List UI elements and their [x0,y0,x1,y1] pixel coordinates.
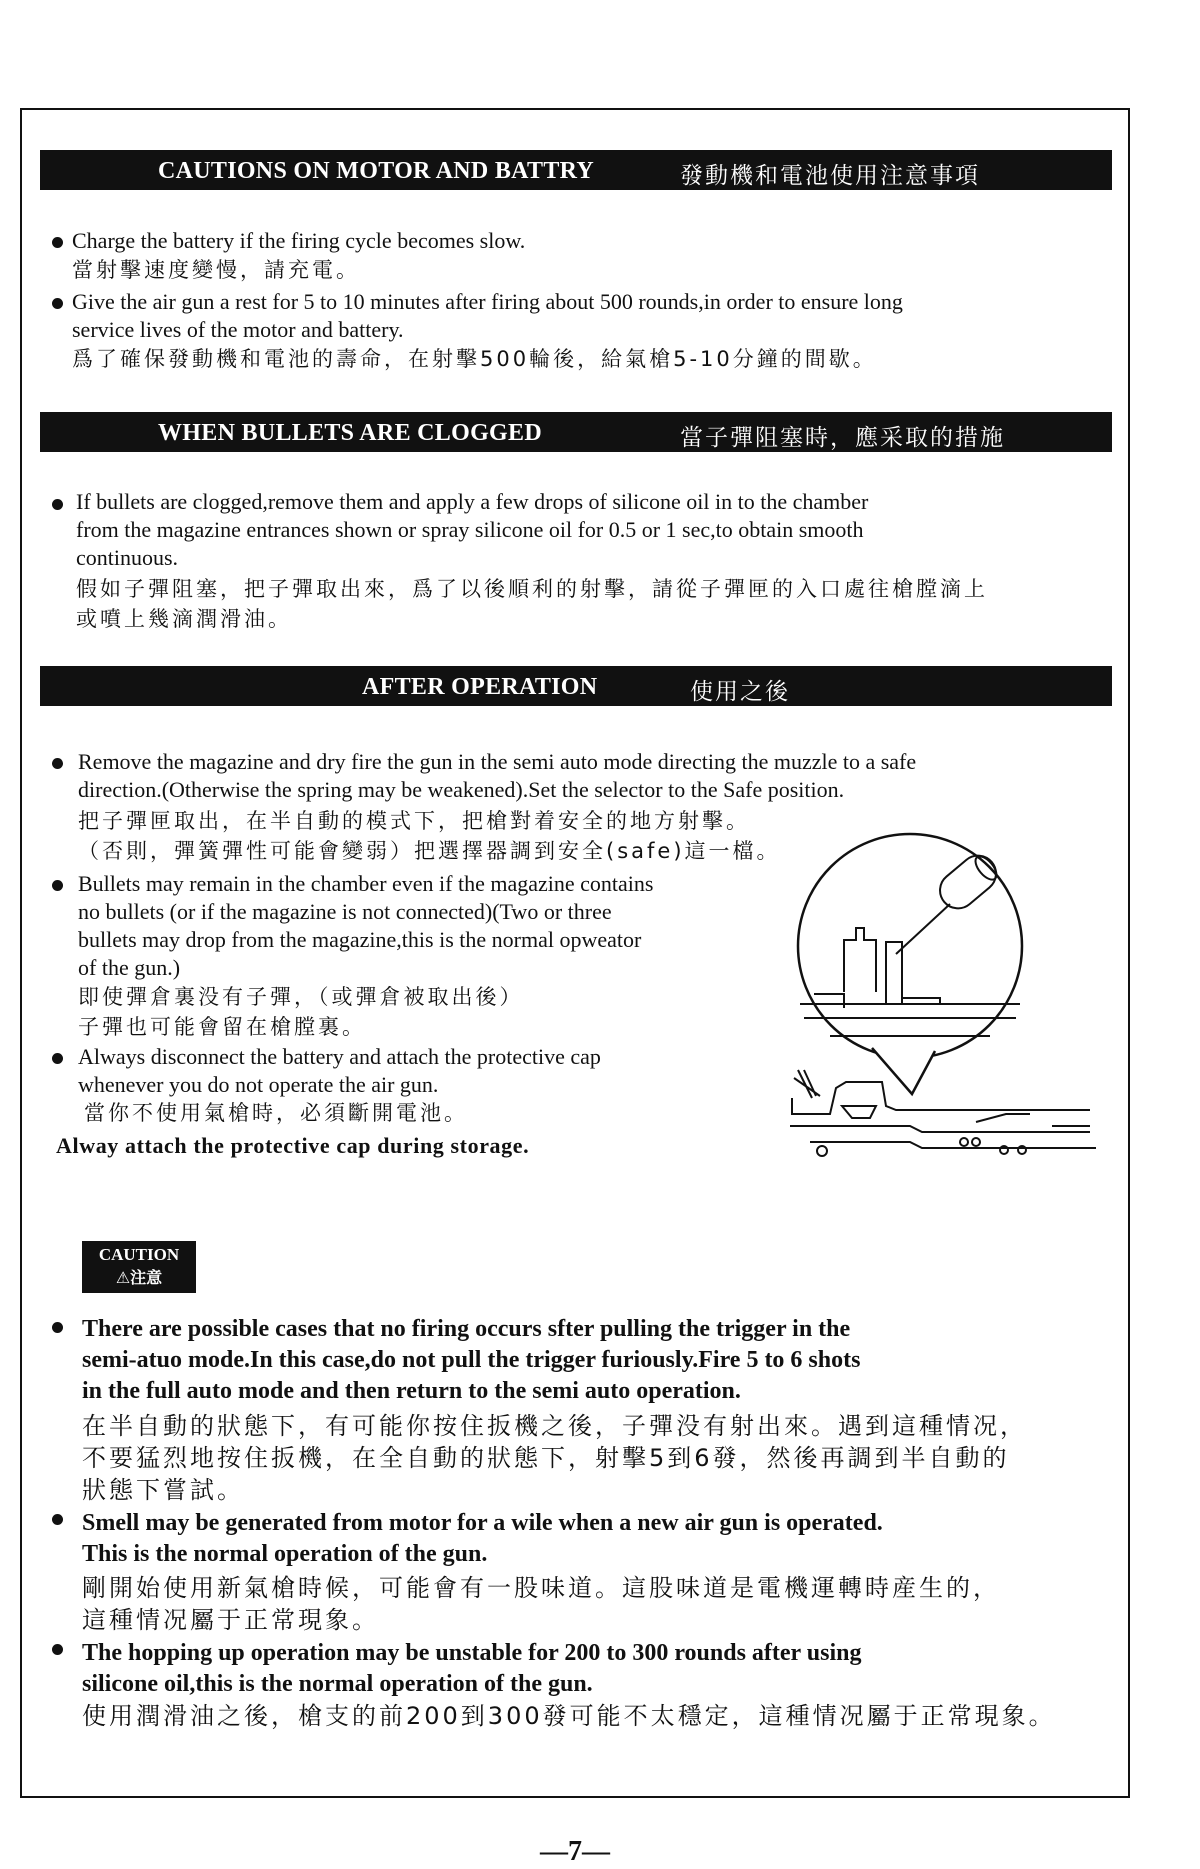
bullet-icon [52,880,63,891]
bullet-icon [52,1053,63,1064]
after-item-2-en: Bullets may remain in the chamber even if the magazine contains no bullets (or if the magazine is not connected)(Two or three bullets may drop from the magazine,this is the normal opweator of the gun.) [78,871,654,980]
caution-item-3-en: The hopping up operation may be unstable for 200 to 300 rounds after using silicone oil,this is the normal operation of the gun. [82,1640,862,1697]
section-title-en: CAUTIONS ON MOTOR AND BATTRY [158,158,595,184]
bullet-icon [52,1644,63,1655]
section-title-zh: 發動機和電池使用注意事項 [680,163,980,189]
caution-label-zh: ⚠注意 [115,1268,163,1287]
section-title-zh: 使用之後 [690,679,790,705]
section-header-motor [40,150,1112,190]
caution-item-2-zh: 剛開始使用新氣槍時候，可能會有一股味道。這股味道是電機運轉時産生的， 這種情况屬于正常現象。 [82,1574,1000,1634]
caution-label-en: CAUTION [98,1245,180,1264]
bullet-icon [52,1514,63,1525]
after-item-1-zh: 把子彈匣取出，在半自動的模式下，把槍對着安全的地方射擊。 （否則，彈簧彈性可能會變弱）把選擇器調到安全(safe)這一檔。 [78,809,781,863]
motor-item-1-en: Charge the battery if the firing cycle becomes slow. [72,228,526,253]
motor-item-2-zh: 爲了確保發動機和電池的壽命，在射擊500輪後，給氣槍5-10分鐘的間歇。 [72,347,877,371]
bullet-icon [52,1322,63,1333]
clogged-item-1-zh: 假如子彈阻塞，把子彈取出來，爲了以後順利的射擊，請從子彈匣的入口處往槍膛滴上 或噴上幾滴潤滑油。 [76,577,988,631]
caution-item-2-en: Smell may be generated from motor for a wile when a new air gun is operated. This is the normal operation of the gun. [82,1510,883,1567]
after-item-1-en: Remove the magazine and dry fire the gun in the semi auto mode directing the muzzle to a safe direction.(Otherwise the spring may be weakened).Set the selector to the Safe position. [78,749,917,802]
bullet-icon [52,237,63,248]
bullet-icon [52,758,63,769]
section-header-clogged [40,412,1112,452]
section-title-en: AFTER OPERATION [362,674,598,700]
caution-item-3-zh: 使用潤滑油之後，槍支的前200到300發可能不太穩定，這種情况屬于正常現象。 [82,1702,1056,1730]
after-item-3-en: Always disconnect the battery and attach the protective cap whenever you do not operate the air gun. [78,1044,601,1097]
bullet-icon [52,298,63,309]
caution-badge [82,1241,196,1293]
caution-item-1-en: There are possible cases that no firing occurs sfter pulling the trigger in the semi-atuo mode.In this case,do not pull the trigger furiously.Fire 5 to 6 shots in the full auto mode and then return to the semi auto operation. [82,1316,861,1404]
page-number: —7— [540,1836,610,1867]
caution-item-1-zh: 在半自動的狀態下，有可能你按住扳機之後，子彈没有射出來。遇到這種情况， 不要猛烈地按住扳機，在全自動的狀態下，射擊5到6發，然後再調到半自動的 狀態下嘗試。 [82,1412,1027,1504]
after-item-2-zh: 即使彈倉裏没有子彈，（或彈倉被取出後） 子彈也可能會留在槍膛裏。 [78,985,524,1039]
bullet-icon [52,499,63,510]
motor-item-1-zh: 當射擊速度變慢，請充電。 [72,258,360,282]
clogged-item-1-en: If bullets are clogged,remove them and apply a few drops of silicone oil in to the chamber from the magazine entrances shown or spray silicone oil for 0.5 or 1 sec,to obtain smooth continuous. [76,489,869,570]
motor-item-2-en: Give the air gun a rest for 5 to 10 minutes after firing about 500 rounds,in order to ensure long service lives of the motor and battery. [72,289,903,342]
storage-note: Alway attach the protective cap during storage. [56,1133,530,1158]
gun-chamber-oil-illustration [790,826,1096,1168]
section-header-after [40,666,1112,706]
section-title-en: WHEN BULLETS ARE CLOGGED [158,420,542,446]
after-item-3-zh: 當你不使用氣槍時，必須斷開電池。 [84,1101,468,1125]
section-title-zh: 當子彈阻塞時，應采取的措施 [680,425,1005,451]
